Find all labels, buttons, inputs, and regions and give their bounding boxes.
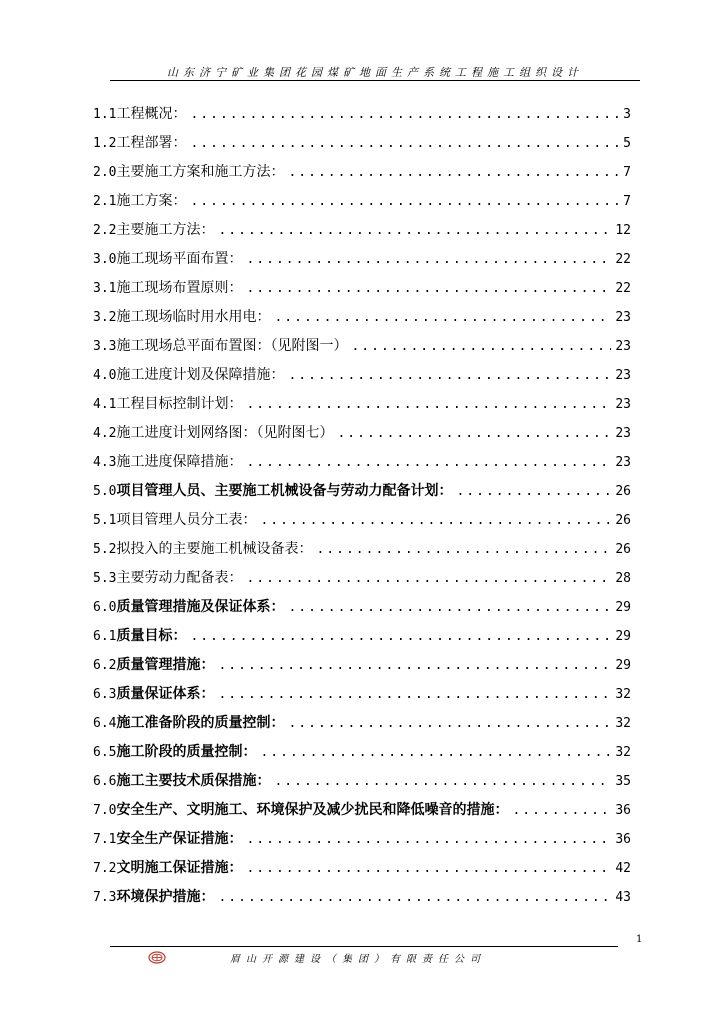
toc-entry-number: 7.0 (93, 803, 117, 818)
company-logo-icon (148, 951, 166, 964)
page-number: 1 (636, 934, 643, 945)
toc-entry-title: 主要劳动力配备表： (116, 570, 243, 586)
toc-entry-number: 6.5 (93, 745, 117, 760)
toc-entry-number: 3.3 (93, 339, 117, 354)
toc-dot-leader (288, 712, 611, 736)
toc-entry[interactable] (93, 218, 631, 247)
toc-entry-number: 6.0 (93, 600, 117, 615)
toc-entry[interactable] (93, 334, 631, 363)
toc-entry-number: 4.0 (93, 368, 117, 383)
toc-entry-page: 36 (615, 832, 631, 847)
toc-entry[interactable] (93, 131, 631, 160)
toc-entry-title: 施工方案： (116, 193, 187, 209)
toc-entry-title: 施工现场布置原则： (116, 280, 243, 296)
toc-dot-leader (190, 132, 619, 156)
toc-entry-title: 质量管理措施及保证体系： (116, 599, 285, 615)
toc-entry-page: 26 (615, 513, 631, 528)
toc-entry-number: 6.4 (93, 716, 117, 731)
toc-dot-leader (246, 248, 611, 272)
toc-entry-page: 32 (615, 745, 631, 760)
toc-dot-leader (288, 596, 611, 620)
toc-dot-leader (218, 219, 611, 243)
toc-dot-leader (246, 828, 611, 852)
toc-dot-leader (246, 857, 611, 881)
toc-entry-number: 5.3 (93, 571, 117, 586)
toc-entry-title: 安全生产保证措施： (116, 831, 243, 847)
toc-entry-number: 5.1 (93, 513, 117, 528)
toc-entry[interactable] (93, 392, 631, 421)
toc-entry[interactable] (93, 624, 631, 653)
toc-entry[interactable] (93, 450, 631, 479)
toc-entry-title: 施工进度保障措施： (116, 454, 243, 470)
toc-entry[interactable] (93, 102, 631, 131)
toc-dot-leader (246, 567, 611, 591)
toc-entry-page: 23 (615, 310, 631, 325)
toc-dot-leader (218, 886, 611, 910)
toc-entry-number: 6.6 (93, 774, 117, 789)
toc-dot-leader (260, 741, 611, 765)
toc-entry-page: 23 (615, 455, 631, 470)
toc-entry[interactable] (93, 682, 631, 711)
toc-dot-leader (274, 306, 611, 330)
toc-entry-title: 项目管理人员分工表： (116, 512, 257, 528)
toc-entry[interactable] (93, 363, 631, 392)
toc-entry-number: 2.1 (93, 194, 117, 209)
toc-entry-title: 施工现场平面布置： (116, 251, 243, 267)
toc-entry-number: 3.1 (93, 281, 117, 296)
toc-entry-title: 工程概况： (116, 106, 187, 122)
toc-entry-page: 32 (615, 687, 631, 702)
toc-entry-page: 35 (615, 774, 631, 789)
toc-dot-leader (218, 683, 611, 707)
toc-entry-title: 施工主要技术质保措施： (116, 773, 271, 789)
toc-dot-leader (274, 770, 611, 794)
toc-dot-leader (512, 799, 611, 823)
toc-entry-title: 质量管理措施： (116, 657, 215, 673)
toc-entry-number: 7.2 (93, 861, 117, 876)
toc-entry-page: 29 (615, 600, 631, 615)
toc-entry-page: 23 (615, 426, 631, 441)
toc-entry[interactable] (93, 856, 631, 885)
toc-entry[interactable] (93, 160, 631, 189)
toc-entry-number: 5.0 (93, 484, 117, 499)
toc-entry[interactable] (93, 421, 631, 450)
toc-entry-title: 施工进度计划网络图：（见附图七） (116, 425, 334, 441)
toc-entry-number: 3.2 (93, 310, 117, 325)
toc-entry-title: 施工阶段的质量控制： (116, 744, 257, 760)
toc-entry-number: 2.0 (93, 165, 117, 180)
table-of-contents (93, 102, 631, 914)
toc-entry[interactable] (93, 508, 631, 537)
toc-entry[interactable] (93, 653, 631, 682)
footer-rule (110, 946, 618, 947)
toc-entry-page: 32 (615, 716, 631, 731)
footer-company-name: 眉山开源建设（集团）有限责任公司 (230, 954, 486, 965)
toc-entry-page: 23 (615, 368, 631, 383)
toc-entry-number: 4.3 (93, 455, 117, 470)
toc-entry[interactable] (93, 740, 631, 769)
toc-entry[interactable] (93, 566, 631, 595)
toc-entry-title: 项目管理人员、主要施工机械设备与劳动力配备计划： (116, 483, 453, 499)
toc-entry[interactable] (93, 595, 631, 624)
toc-entry-page: 7 (623, 165, 631, 180)
toc-entry-page: 43 (615, 890, 631, 905)
toc-entry[interactable] (93, 798, 631, 827)
toc-entry-title: 文明施工保证措施： (116, 860, 243, 876)
toc-dot-leader (260, 509, 611, 533)
toc-entry-number: 2.2 (93, 223, 117, 238)
toc-dot-leader (288, 364, 611, 388)
toc-entry-title: 质量目标： (116, 628, 187, 644)
toc-entry-page: 29 (615, 658, 631, 673)
toc-entry[interactable] (93, 479, 631, 508)
toc-entry-number: 1.2 (93, 136, 117, 151)
toc-entry-page: 22 (615, 281, 631, 296)
toc-entry-page: 42 (615, 861, 631, 876)
toc-entry-number: 1.1 (93, 107, 117, 122)
toc-entry-title: 拟投入的主要施工机械设备表： (116, 541, 313, 557)
toc-entry-page: 23 (615, 339, 631, 354)
toc-entry-page: 3 (623, 107, 631, 122)
toc-entry-number: 6.3 (93, 687, 117, 702)
toc-entry[interactable] (93, 769, 631, 798)
toc-dot-leader (218, 654, 611, 678)
toc-entry[interactable] (93, 537, 631, 566)
toc-entry-number: 3.0 (93, 252, 117, 267)
toc-dot-leader (351, 335, 611, 359)
toc-entry-title: 施工现场临时用水用电： (116, 309, 271, 325)
toc-entry-title: 质量保证体系： (116, 686, 215, 702)
toc-entry-number: 6.1 (93, 629, 117, 644)
toc-dot-leader (190, 190, 619, 214)
page-header-title: 山东济宁矿业集团花园煤矿地面生产系统工程施工组织设计 (167, 66, 583, 79)
toc-dot-leader (288, 161, 619, 185)
toc-dot-leader (190, 625, 611, 649)
toc-entry-title: 环境保护措施： (116, 889, 215, 905)
toc-entry-page: 5 (623, 136, 631, 151)
toc-dot-leader (190, 103, 619, 127)
toc-dot-leader (316, 538, 611, 562)
toc-entry-number: 7.3 (93, 890, 117, 905)
toc-entry[interactable] (93, 189, 631, 218)
toc-entry-page: 22 (615, 252, 631, 267)
toc-entry[interactable] (93, 305, 631, 334)
toc-entry-page: 7 (623, 194, 631, 209)
toc-entry[interactable] (93, 827, 631, 856)
toc-entry-page: 12 (615, 223, 631, 238)
toc-entry-number: 5.2 (93, 542, 117, 557)
toc-entry-title: 工程目标控制计划： (116, 396, 243, 412)
toc-entry-page: 26 (615, 542, 631, 557)
toc-entry-number: 4.2 (93, 426, 117, 441)
toc-entry-page: 26 (615, 484, 631, 499)
toc-entry[interactable] (93, 247, 631, 276)
toc-dot-leader (456, 480, 611, 504)
toc-entry-title: 主要施工方法： (116, 222, 215, 238)
toc-dot-leader (246, 277, 611, 301)
toc-entry[interactable] (93, 276, 631, 305)
toc-entry-page: 36 (615, 803, 631, 818)
toc-entry[interactable] (93, 711, 631, 740)
toc-entry-number: 7.1 (93, 832, 117, 847)
toc-entry-page: 29 (615, 629, 631, 644)
toc-entry-title: 主要施工方案和施工方法： (116, 164, 285, 180)
toc-entry-title: 施工进度计划及保障措施： (116, 367, 285, 383)
toc-entry-page: 28 (615, 571, 631, 586)
toc-entry-number: 4.1 (93, 397, 117, 412)
toc-entry-title: 施工现场总平面布置图：（见附图一） (116, 338, 348, 354)
header-rule (110, 80, 640, 81)
toc-entry-page: 23 (615, 397, 631, 412)
toc-entry-title: 施工准备阶段的质量控制： (116, 715, 285, 731)
toc-dot-leader (337, 422, 611, 446)
toc-entry-title: 工程部署： (116, 135, 187, 151)
toc-dot-leader (246, 451, 611, 475)
toc-entry-number: 6.2 (93, 658, 117, 673)
toc-entry[interactable] (93, 885, 631, 914)
toc-dot-leader (246, 393, 611, 417)
toc-entry-title: 安全生产、文明施工、环境保护及减少扰民和降低噪音的措施： (116, 802, 509, 818)
